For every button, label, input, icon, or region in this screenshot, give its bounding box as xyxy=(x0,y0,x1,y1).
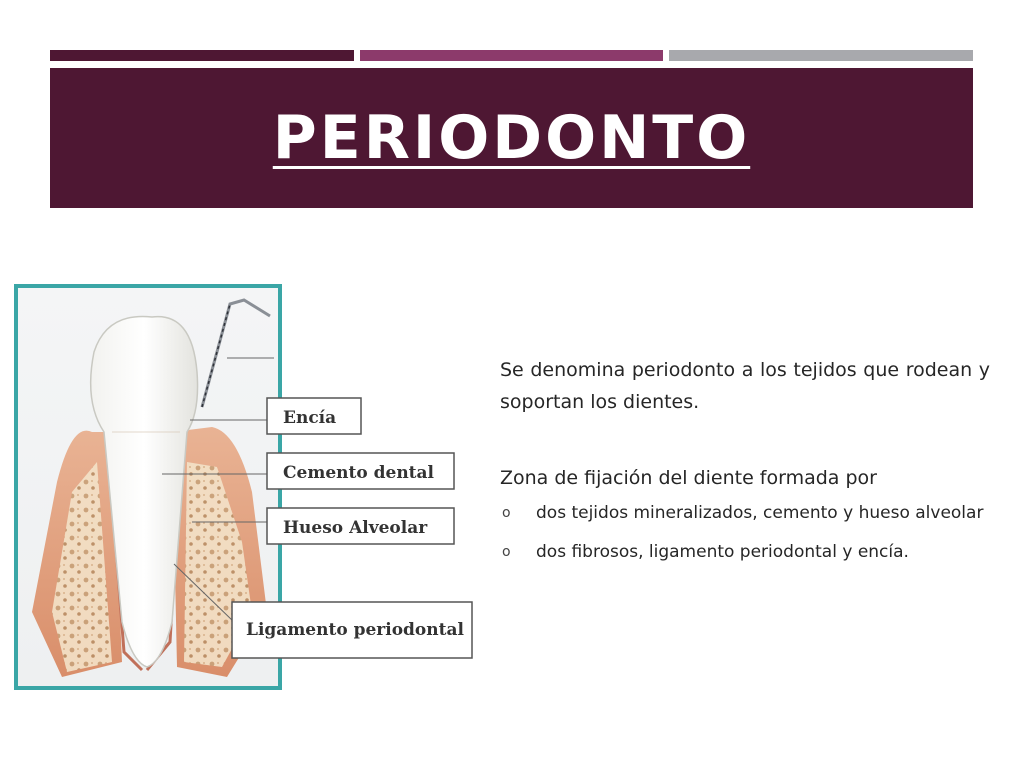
label-cemento-dental-text: Cemento dental xyxy=(283,463,435,483)
slide-body xyxy=(500,354,990,578)
label-ligamento-periodontal xyxy=(232,602,472,658)
list-item-text: dos fibrosos, ligamento periodontal y encía. xyxy=(536,542,909,562)
label-encia xyxy=(267,398,361,434)
hollow-bullet-icon: o xyxy=(502,505,511,521)
slide-title: PERIODONTO xyxy=(272,103,751,173)
title-band xyxy=(50,68,973,208)
definition-paragraph: Se denomina periodonto a los tejidos que rodean y soportan los dientes. xyxy=(500,359,990,413)
label-cemento-dental xyxy=(267,453,454,489)
label-hueso-alveolar-text: Hueso Alveolar xyxy=(283,518,428,538)
list-item xyxy=(500,539,990,566)
label-encia-text: Encía xyxy=(283,408,337,428)
list-item-text: dos tejidos mineralizados, cemento y hueso alveolar xyxy=(536,503,984,523)
top-accent-bar-1 xyxy=(50,50,354,61)
hollow-bullet-icon: o xyxy=(502,544,511,560)
top-accent-bar-3 xyxy=(669,50,973,61)
lead-text: Zona de fijación del diente formada por xyxy=(500,467,877,489)
tooth-illustration xyxy=(12,282,478,692)
list-item xyxy=(500,500,990,527)
label-hueso-alveolar xyxy=(267,508,454,544)
tooth-diagram xyxy=(12,282,478,692)
bullet-list xyxy=(500,500,990,566)
top-accent-bar-2 xyxy=(360,50,663,61)
label-ligamento-periodontal-text: Ligamento periodontal xyxy=(246,620,464,640)
